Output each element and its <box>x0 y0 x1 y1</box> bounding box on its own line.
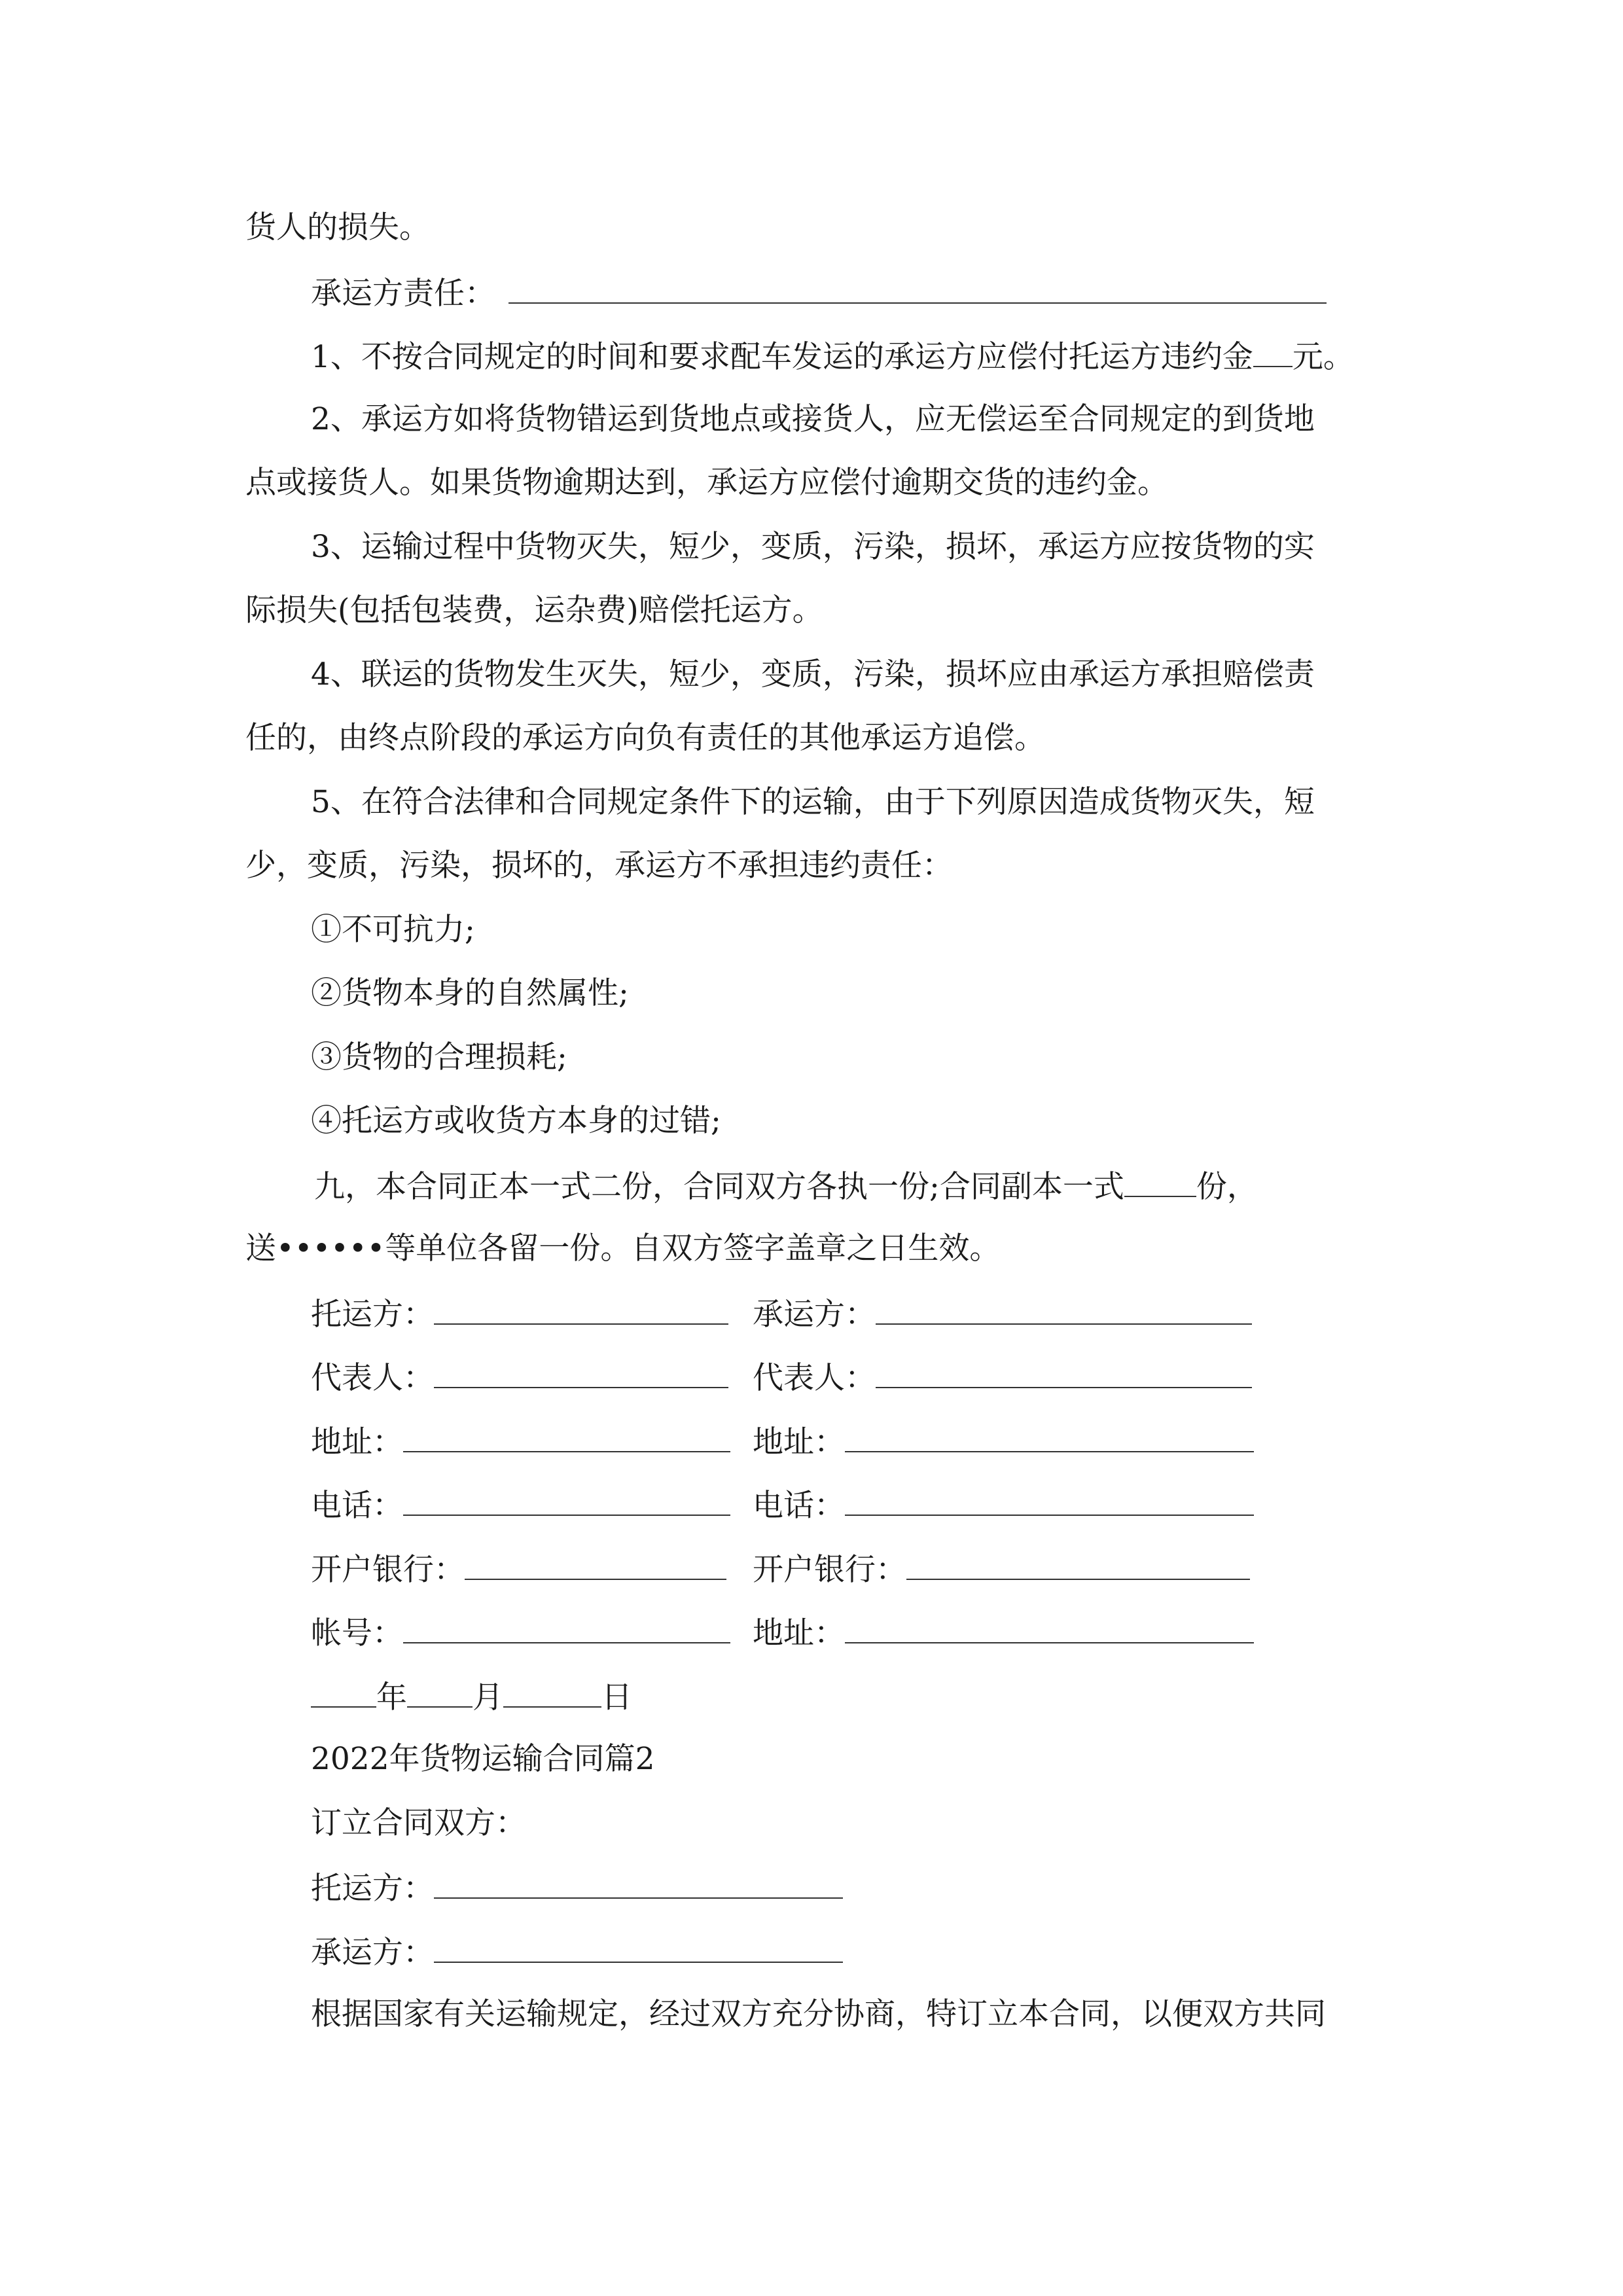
sig-right-representative <box>753 1357 1252 1398</box>
paragraph-line <box>245 208 430 247</box>
label: 地址： <box>311 1424 403 1460</box>
sig-left-account <box>311 1612 730 1653</box>
blank-field <box>845 1421 1254 1452</box>
blank-field <box>403 1484 730 1516</box>
text: 货人的损失。 <box>245 209 430 245</box>
date-line <box>311 1676 632 1717</box>
text: 3、运输过程中货物灭失，短少，变质，污染，损坏，承运方应按货物的实 <box>311 529 1315 565</box>
clause-2 <box>311 400 1315 439</box>
text: 元。 <box>1292 339 1354 375</box>
blank-field <box>434 1293 728 1325</box>
text: 4、联运的货物发生灭失，短少，变质，污染，损坏应由承运方承担赔偿责 <box>311 656 1315 692</box>
list-item <box>311 910 475 950</box>
text: 少，变质，污染，损坏的，承运方不承担违约责任： <box>245 848 953 884</box>
blank-field <box>407 1676 473 1708</box>
clause-3-cont <box>245 591 823 630</box>
sig-right-carrier <box>753 1293 1252 1335</box>
text: 任的，由终点阶段的承运方向负有责任的其他承运方追偿。 <box>245 720 1045 756</box>
label: 承运方： <box>311 1935 434 1971</box>
blank-field <box>434 1357 728 1388</box>
clause-3 <box>311 528 1315 567</box>
clause-9 <box>314 1166 1258 1207</box>
blank-field <box>1253 336 1293 367</box>
list-item <box>311 1038 567 1077</box>
text: 点或接货人。如果货物逾期达到，承运方应偿付逾期交货的违约金。 <box>245 465 1168 501</box>
text: ②货物本身的自然属性; <box>311 975 629 1011</box>
text: 2、承运方如将货物错运到货地点或接货人，应无偿运至合同规定的到货地 <box>311 401 1315 437</box>
label: 代表人： <box>311 1360 434 1396</box>
text: ①不可抗力; <box>311 912 475 948</box>
label: 代表人： <box>753 1360 876 1396</box>
blank-field <box>403 1612 730 1643</box>
label: 帐号： <box>311 1615 403 1651</box>
text: 份， <box>1196 1169 1258 1205</box>
label: 开户银行： <box>311 1552 465 1588</box>
text: ④托运方或收货方本身的过错; <box>311 1103 721 1139</box>
text: 送••••••等单位各留一份。自双方签字盖章之日生效。 <box>245 1230 1001 1266</box>
carrier-line <box>311 1931 843 1973</box>
year-label: 年 <box>376 1679 407 1715</box>
label: 电话： <box>311 1488 403 1524</box>
sig-left-representative <box>311 1357 728 1398</box>
section-title <box>311 1740 655 1779</box>
text: 订立合同双方： <box>311 1805 526 1841</box>
blank-field <box>508 272 1327 304</box>
clause-5-cont <box>245 846 953 886</box>
sig-left-phone <box>311 1484 730 1526</box>
text: 九，本合同正本一式二份，合同双方各执一份;合同副本一式 <box>314 1169 1124 1205</box>
sig-left-address <box>311 1421 730 1462</box>
shipper-line <box>311 1867 843 1909</box>
carrier-responsibility-line <box>311 272 1327 314</box>
text: 5、在符合法律和合同规定条件下的运输，由于下列原因造成货物灭失，短 <box>311 784 1315 820</box>
clause-9-cont <box>245 1229 1000 1268</box>
list-item <box>311 1102 721 1141</box>
sig-right-bank <box>753 1549 1250 1590</box>
blank-field <box>465 1549 726 1580</box>
label: 开户银行： <box>753 1552 906 1588</box>
clause-4 <box>311 655 1315 694</box>
blank-field <box>845 1612 1254 1643</box>
label: 承运方责任： <box>311 276 495 312</box>
blank-field <box>876 1357 1252 1388</box>
clause-4-cont <box>245 719 1045 758</box>
blank-field <box>403 1421 730 1452</box>
blank-field <box>906 1549 1250 1580</box>
blank-field <box>503 1676 601 1708</box>
clause-5 <box>311 783 1315 822</box>
clause-2-cont <box>245 463 1168 503</box>
label: 地址： <box>753 1615 845 1651</box>
label: 地址： <box>753 1424 845 1460</box>
text: ③货物的合理损耗; <box>311 1039 567 1075</box>
text: 2022年货物运输合同篇2 <box>311 1741 655 1777</box>
label: 电话： <box>753 1488 845 1524</box>
sig-right-address-2 <box>753 1612 1254 1653</box>
label: 托运方： <box>311 1871 434 1907</box>
sig-left-shipper <box>311 1293 728 1335</box>
blank-field <box>876 1293 1252 1325</box>
blank-field <box>845 1484 1254 1516</box>
text: 根据国家有关运输规定，经过双方充分协商，特订立本合同，以便双方共同 <box>311 1996 1326 2032</box>
blank-field <box>1124 1166 1196 1197</box>
sig-right-address <box>753 1421 1254 1462</box>
label: 托运方： <box>311 1297 434 1333</box>
blank-field <box>434 1931 843 1963</box>
parties-line <box>311 1804 526 1843</box>
blank-field <box>434 1867 843 1899</box>
sig-left-bank <box>311 1549 726 1590</box>
month-label: 月 <box>473 1679 503 1715</box>
blank-field <box>311 1676 376 1708</box>
day-label: 日 <box>601 1679 632 1715</box>
text: 1、不按合同规定的时间和要求配车发运的承运方应偿付托运方违约金 <box>311 339 1253 375</box>
intro-line <box>311 1995 1326 2034</box>
list-item <box>311 974 629 1013</box>
sig-right-phone <box>753 1484 1254 1526</box>
clause-1 <box>311 336 1354 377</box>
text: 际损失(包括包装费，运杂费)赔偿托运方。 <box>245 592 823 628</box>
label: 承运方： <box>753 1297 876 1333</box>
